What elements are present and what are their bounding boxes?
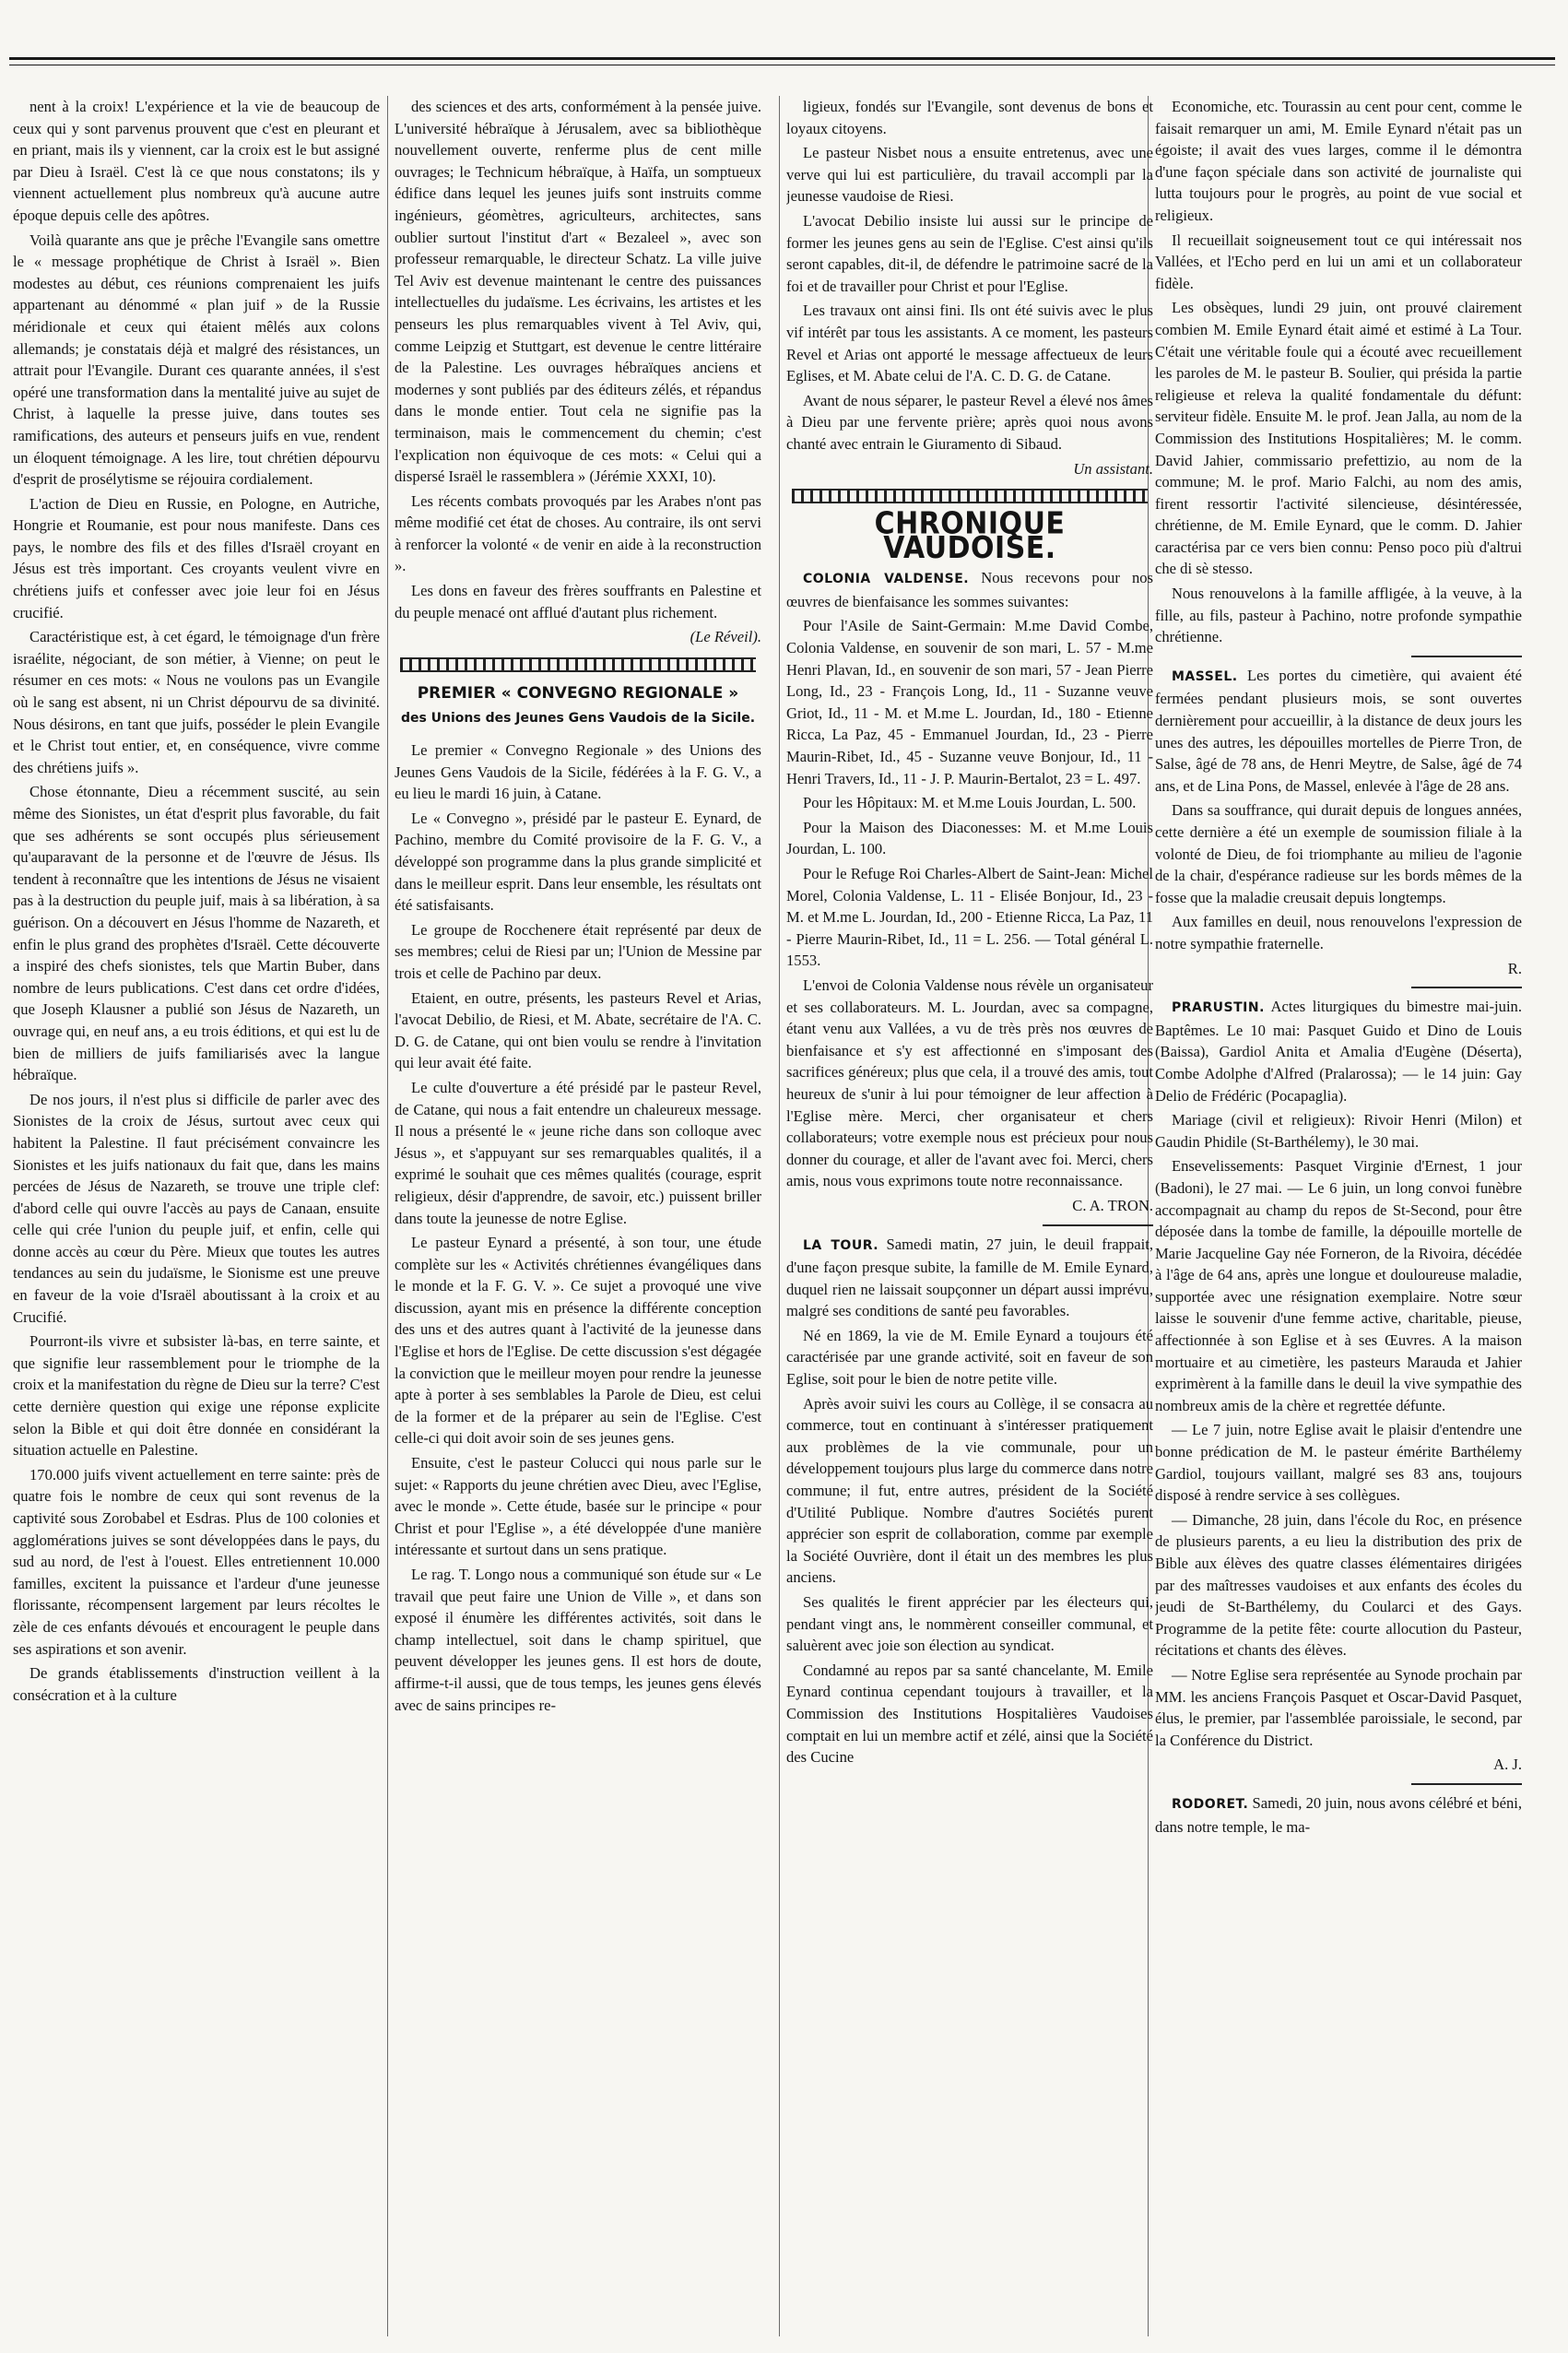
article-signature: C. A. TRON.: [1072, 1196, 1153, 1214]
paragraph: Pour la Maison des Diaconesses: M. et M.me Louis Jourdan, L. 100.: [786, 818, 1153, 858]
paragraph: De grands établissements d'instruction veillent à la consécration et à la culture: [13, 1664, 380, 1704]
paragraph: Le « Convegno », présidé par le pasteur E. Eynard, de Pachino, membre du Comité provisoire de la F. G. V., a développé son programme dans la plus grande simplicité et dans le meilleur esprit. Dans leur ensemble, les résultats ont été satisfaisants.: [395, 809, 761, 915]
paragraph: Etaient, en outre, présents, les pasteurs Revel et Arias, l'avocat Debilio, de Riesi, et M. Abate, secrétaire de l'A. C. D. G. de Catane, qui ont bien voulu se rendre à l'invitation qui leur avait été faite.: [395, 988, 761, 1072]
place-heading: RODORET.: [1172, 1796, 1249, 1812]
paragraph: L'envoi de Colonia Valdense nous révèle un organisateur et ses collaborateurs. M. L. Jourdan, avec sa compagne, étant venu aux Vallées, a vu de très près nos œuvres de bienfaisance et s'y est affectionné en s'imposant des sacrifices généreux; plus que cela, il a trouvé des amis, tout heureux de s'unir à lui pour témoigner de leur affection à l'Eglise mère. Merci, cher organisateur et chers collaborateurs; votre exemple nous est précieux pour nous donner du courage, et aller de l'avant avec foi. Merci, chers amis, nous vous exprimons toute notre reconnaissance.: [786, 975, 1153, 1190]
place-heading: LA TOUR.: [803, 1237, 879, 1253]
paragraph: Pour les Hôpitaux: M. et M.me Louis Jourdan, L. 500.: [803, 794, 1137, 812]
paragraph: Pour l'Asile de Saint-Germain: M.me David Combe, Colonia Valdense, en souvenir de son mari, L. 57 - M.me Henri Plavan, Id., en souvenir de son mari, 57 - Jean Pierre Long, Id., 23 - François Long, Id., 11 - Suzanne veuve Griot, Id., 11 - M. et M.me L. Jourdan, Id., 180 - Etienne Ricca, La Paz, 45 - Emmanuel Jourdan, Id., 23 - Pierre Maurin-Ribet, Id., 45 - Suzanne veuve Bonjour, Id., 11 - Henri Travers, Id., 11 - J. P. Maurin-Bertalot, 23 = L. 497.: [786, 617, 1153, 787]
place-heading: PRARUSTIN.: [1172, 1000, 1265, 1016]
column-4: [1155, 96, 1522, 2336]
section-divider: [400, 657, 756, 672]
item-separator: [1411, 656, 1522, 657]
paragraph: Pour le Refuge Roi Charles-Albert de Saint-Jean: Michel Morel, Colonia Valdense, L. 11 - Elisée Bonjour, Id., 23 - M. et M.me L. Jourdan, Id., 200 - Etienne Ricca, La Paz, 11 - Pierre Maurin-Ribet, Id., 11 = L. 256. — Total général L. 1553.: [786, 865, 1153, 970]
paragraph: — Notre Eglise sera représentée au Synode prochain par MM. les anciens François Pasquet et Oscar-David Pasquet, élus, le premier, par l'assemblée paroissiale, le second, par la Conférence du District.: [1155, 1665, 1522, 1749]
paragraph: Pourront-ils vivre et subsister là-bas, en terre sainte, et que signifie leur rassemblement pour le triomphe de la croix et la manifestation du règne de Dieu sur la terre? C'est cette dernière question qui exige une réponse explicite selon la Bible et qui doit être donnée en considérant la situation actuelle en Palestine.: [13, 1332, 380, 1460]
paragraph: Le pasteur Nisbet nous a ensuite entretenus, avec une verve qui lui est particulière, du travail accompli par la jeunesse vaudoise de Riesi.: [786, 144, 1153, 206]
item-separator: [1043, 1224, 1153, 1226]
paragraph: Il recueillait soigneusement tout ce qui intéressait nos Vallées, et l'Echo perd en lui un ami et un collaborateur fidèle.: [1155, 231, 1522, 292]
paragraph: Nous recevons pour nos œuvres de bienfaisance les sommes suivantes:: [786, 569, 1153, 610]
paragraph: De nos jours, il n'est plus si difficile de parler avec des Sionistes de la croix de Jésus, surtout avec ceux qui habitent la Palestine. Il faut précisément convaincre les Sionistes et les juifs nationaux du fait que, dans les mains percées de Jésus de Nazareth, se trouve une triple clef: d'abord celle qui ouvre l'accès au pays de Canaan, ensuite celle qui crée l'union du peuple juif, et enfin, celle qui donne accès au cœur du Père. Mieux que toutes les autres tendances au sein du judaïsme, le Sionisme est une preuve en faveur de la voie d'Israël aboutissant à la croix et au Crucifié.: [13, 1090, 380, 1326]
section-title: CHRONIQUE VAUDOISE.: [874, 506, 1066, 566]
paragraph: L'avocat Debilio insiste lui aussi sur le principe de former les jeunes gens au sein de l'Eglise. C'est ainsi qu'ils seront capables, dit-il, de défendre le patrimoine sacré de la foi et de travailler pour Christ et pour l'Eglise.: [786, 211, 1153, 295]
article-signature: Un assistant.: [1073, 459, 1153, 478]
paragraph: — Le 7 juin, notre Eglise avait le plaisir d'entendre une bonne prédication de M. le pasteur émérite Barthélemy Gardiol, toujours vaillant, malgré ses 83 ans, toujours disposé à rendre service à ses collègues.: [1155, 1421, 1522, 1505]
paragraph: Les obsèques, lundi 29 juin, ont prouvé clairement combien M. Emile Eynard était aimé et estimé à La Tour. C'était une véritable foule qui a écouté avec recueillement les paroles de M. le pasteur B. Soulier, qui présida la partie religieuse et releva la qualité fondamentale du défunt: serviteur fidèle. Ensuite M. le prof. Jean Jalla, au nom de la Commission des Institutions Hospitalières; M. le comm. David Jahier, commissario prefettizio, au nom de la commune; M. le prof. Mario Falchi, au nom des amis, firent ressortir l'activité silencieuse, désintéressée, chrétienne, de M. Emile Eynard, que le comm. D. Jahier caractérisa par ce vers bien connu: Penso poco più d'altrui che di sè stesso.: [1155, 299, 1522, 578]
place-heading: MASSEL.: [1172, 668, 1238, 684]
article-title: PREMIER « CONVEGNO REGIONALE »: [417, 683, 739, 703]
paragraph: des sciences et des arts, conformément à la pensée juive. L'université hébraïque à Jérusalem, avec sa bibliothèque nouvellement ouverte, renferme plus de cent mille ouvrages; le Technicum hébraïque, à Haïfa, un somptueux édifice dans lequel les jeunes juifs sont instruits comme ingénieurs, géomètres, agriculteurs, architectes, sans oublier surtout l'institut d'art « Bezaleel », avec son professeur remarquable, le directeur Schatz. La ville juive Tel Aviv est devenue maintenant le centre des puissances intellectuelles du judaïsme. Les écrivains, les artistes et les penseurs les plus remarquables vivent à Tel Aviv, qui, comme Leipzig et Stuttgart, est devenue le centre littéraire de la Palestine. Les ouvrages hébraïques anciens et modernes y sont publiés par des éditeurs zélés, et répandus dans le monde entier. Tout cela ne signifie pas la terminaison, mais le commencement du chemin; c'est l'explication non équivoque de ces mots: « Celui qui a dispersé Israël le rassemblera » (Jérémie XXXI, 10).: [395, 98, 761, 486]
article-signature: (Le Réveil).: [690, 628, 761, 646]
paragraph: Ses qualités le firent apprécier par les électeurs qui, pendant vingt ans, le nommèrent conseiller communal, et saluèrent avec joie son élection au syndicat.: [786, 1593, 1153, 1655]
paragraph: Mariage (civil et religieux): Rivoir Henri (Milon) et Gaudin Phidile (St-Barthélemy), le 30 mai.: [1155, 1111, 1522, 1151]
paragraph: — Dimanche, 28 juin, dans l'école du Roc, en présence de plusieurs parents, a eu lieu la distribution des prix de Bible aux élèves des quatre classes élémentaires dirigées par des maîtresses vaudoises et aux enfants des écoles du jeudi de St-Barthélemy, du Coularci et des Gays. Programme de la petite fête: courte allocution du Pasteur, récitations et chants des élèves.: [1155, 1510, 1522, 1660]
paragraph: Chose étonnante, Dieu a récemment suscité, au sein même des Sionistes, un état d'esprit plus favorable, du fait que ses adhérents se sont occupés plus sérieusement qu'auparavant de la personne et de l'œuvre de Jésus. Ils tendent à reconnaître que les intentions de Jésus ne visaient pas à la destruction du peuple juif, mais à sa libération, à sa guérison. On a découvert en Jésus l'homme de Nazareth, et enfin le plus grand des prophètes d'Israël. Cette découverte a inspiré des chefs sionistes, tels que Martin Buber, dans nombre de leurs publications. C'est dans cet ordre d'idées, que Joseph Klausner a publié son Jésus de Nazareth, un ouvrage qui, en neuf ans, a eu trois éditions, et qui est lu de bien de milliers de juifs familiarisés avec la langue hébraïque.: [13, 783, 380, 1084]
article-signature: A. J.: [1493, 1756, 1522, 1774]
paragraph: Caractéristique est, à cet égard, le témoignage d'un frère israélite, négociant, de son métier, à Vienne; on peut le résumer en ces mots: « Nous ne voulons pas un Evangile où le sang est absent, ni un Christ dépourvu de sa divinité. Nous désirons, en tant que juifs, posséder le plein Evangile et le Christ tout entier, et, en conséquence, vivre comme des chrétiens juifs ».: [13, 628, 380, 776]
column-3: [786, 96, 1153, 2336]
paragraph: Avant de nous séparer, le pasteur Revel a élevé nos âmes à Dieu par une fervente prière; après quoi nous avons chanté avec entrain le Giuramento di Sibaud.: [786, 391, 1153, 453]
article-subtitle: des Unions des Jeunes Gens Vaudois de la Sicile.: [400, 711, 756, 727]
column-1: [13, 96, 380, 2336]
column-2: [395, 96, 761, 2336]
item-separator: [1411, 987, 1522, 988]
section-divider: [792, 489, 1148, 503]
paragraph: Les travaux ont ainsi fini. Ils ont été suivis avec le plus vif intérêt par tous les assistants. A ce moment, les pasteurs Revel et Arias ont apporté le message affectueux de leurs Eglises, et M. Abate celui de l'A. C. D. G. de Catane.: [786, 302, 1153, 385]
item-separator: [1411, 1783, 1522, 1785]
paragraph: Le culte d'ouverture a été présidé par le pasteur Revel, de Catane, qui nous a fait entendre un chaleureux message. Il nous a présenté le « jeune riche dans son colloque avec Jésus », et s'appuyant sur ses remarquables qualités, il a exprimé le souhait que ces mêmes qualités (courage, esprit religieux, désir d'apprendre, de savoir, etc.) puissent briller dans toute la jeunesse de notre Eglise.: [395, 1078, 761, 1227]
paragraph: Samedi, 20 juin, nous avons célébré et béni, dans notre temple, le ma-: [1155, 1793, 1522, 1836]
paragraph: Le rag. T. Longo nous a communiqué son étude sur « Le travail que peut faire une Union de Ville », et dans son exposé il énumère les différentes activités, soit dans le champ intellectuel, soit dans le champ spirituel, que peuvent développer les jeunes gens. Il est hors de doute, affirme-t-il aussi, que de tous temps, les jeunes gens élevés avec de sains principes re-: [395, 1566, 761, 1714]
paragraph: Nous renouvelons à la famille affligée, à la veuve, à la fille, au fils, pasteur à Pachino, notre profonde sympathie chrétienne.: [1155, 585, 1522, 646]
paragraph: Le premier « Convegno Regionale » des Unions des Jeunes Gens Vaudois de la Sicile, fédérées à la F. G. V., a eu lieu le mardi 16 juin, à Catane.: [395, 741, 761, 803]
top-rule: [9, 57, 1555, 60]
paragraph: ligieux, fondés sur l'Evangile, sont devenus de bons et loyaux citoyens.: [786, 98, 1153, 137]
article-signature: R.: [1507, 959, 1522, 977]
column-rule: [779, 96, 780, 2336]
paragraph: nent à la croix! L'expérience et la vie de beaucoup de ceux qui y sont parvenus prouvent que c'est en pleurant et en priant, mais ils y viennent, car la croix est le but assigné par Dieu à Israël. C'est là ce que nous constatons; ils y viennent actuellement plus nombreux qu'à aucune autre époque depuis celle des apôtres.: [13, 98, 380, 224]
paragraph: Les portes du cimetière, qui avaient été fermées pendant plusieurs mois, se sont ouvertes dernièrement pour accueillir, à la distance de deux jours les unes des autres, les dépouilles mortelles de Pierre Tron, de Salse, âgé de 78 ans, de Henri Meytre, de Salse, âgé de 74 ans, et de Lina Pons, de Massel, enlevée à l'âge de 28 ans.: [1155, 666, 1522, 795]
paragraph: Les dons en faveur des frères souffrants en Palestine et du peuple menacé ont afflué d'autant plus richement.: [395, 582, 761, 621]
paragraph: L'action de Dieu en Russie, en Pologne, en Autriche, Hongrie et Roumanie, est pour nous manifeste. Dans ces pays, le nombre des fils et des filles d'Israël croyant en Jésus est très important. Ces croyants veulent vivre en chrétiens juifs et confesser avec joie leur foi en Jésus crucifié.: [13, 494, 380, 621]
paragraph: Ensuite, c'est le pasteur Colucci qui nous parle sur le sujet: « Rapports du jeune chrétien avec Dieu, avec l'Eglise, avec le monde ». Cette étude, basée sur le principe « pour Christ et pour l'Eglise », a été développée d'une manière intéressante et surtout dans un sens pratique.: [395, 1454, 761, 1559]
paragraph: Aux familles en deuil, nous renouvelons l'expression de notre sympathie fraternelle.: [1155, 913, 1522, 952]
paragraph: Le groupe de Rocchenere était représenté par deux de ses membres; celui de Riesi par un; l'Union de Messine par trois et celle de Pachino par deux.: [395, 920, 761, 982]
place-heading: COLONIA VALDENSE.: [803, 572, 970, 587]
paragraph: Dans sa souffrance, qui durait depuis de longues années, cette dernière a été un exemple de soumission filiale à la volonté de Dieu, de foi triomphante au milieu de l'agonie de la chair, d'espérance radieuse sur les bords mêmes de la fosse que la maladie creusait depuis longtemps.: [1155, 801, 1522, 906]
paragraph: Après avoir suivi les cours au Collège, il se consacra au commerce, tout en continuant à s'intéresser pratiquement aux problèmes de la vie communale, pour un développement toujours plus large du commerce dans notre commune; il fut, entre autres, président de la Société d'Utilité Publique. Nombre d'autres Sociétés purent apprécier son esprit de collaboration, comme par exemple la Société Ouvrière, dont il était un des membres les plus anciens.: [786, 1394, 1153, 1587]
paragraph: Né en 1869, la vie de M. Emile Eynard a toujours été caractérisée par une grande activité, soit en faveur de son Eglise, soit pour le bien de notre petite ville.: [786, 1326, 1153, 1389]
paragraph: Voilà quarante ans que je prêche l'Evangile sans omettre le « message prophétique de Christ à Israël ». Bien modestes au début, ces réunions comprenaient les juifs appartenant au dénommé « plan juif » de la Russie méridionale et ceux qui étaient mêlés aux colons allemands; je constatais déjà et malgré des résistances, un attrait pour l'Evangile. Durant ces quarante années, il s'est opéré une transformation dans la mentalité juive au sujet de Christ, à laquelle la presse juive, dans toutes ses ramifications, des auteurs et penseurs juifs en vue, rendent un éloquent témoignage. A les lire, tout chrétien dépourvu d'esprit de prosélytisme se réjouira cordialement.: [13, 231, 380, 489]
paragraph: Condamné au repos par sa santé chancelante, M. Emile Eynard continua cependant toujours à travailler, et la Commission des Institutions Hospitalières Vaudoises comptait en lui un membre actif et zélé, ainsi que la Société des Cucine: [786, 1661, 1153, 1767]
paragraph: 170.000 juifs vivent actuellement en terre sainte: près de quatre fois le nombre de ceux qui sont revenus de la captivité sous Zorobabel et Esdras. Plus de 100 colonies et agglomérations juives se sont développées dans le pays, du sud au nord, de l'est à l'ouest. Elles entretiennent 10.000 familles, excitent la puissance et l'ardeur d'une jeunesse florissante, récompensent largement par leurs récoltes le zèle de ces enfants dévoués et encouragent le peuple dans ses aspirations et son avenir.: [13, 1465, 380, 1658]
column-rule: [387, 96, 388, 2336]
paragraph: Le pasteur Eynard a présenté, à son tour, une étude complète sur les « Activités chrétiennes évangéliques dans le monde et la F. G. V. ». Ce sujet a provoqué une vive discussion, ayant mis en présence la différente conception des uns et des autres quant à l'activité de la jeunesse dans l'Eglise et hors de l'Eglise. De cette discussion s'est dégagée la conviction que le meilleur moyen pour rendre la jeunesse apte à porter à ses semblables la Parole de Dieu, est celui de la former et de la préparer au sein de l'Eglise. C'est celle-ci qui doit avoir soin de ses jeunes gens.: [395, 1234, 761, 1448]
paragraph: Economiche, etc. Tourassin au cent pour cent, comme le faisait remarquer un ami, M. Emile Eynard n'était pas un égoiste; il avait des vues larges, comme il le démontra d'une façon spéciale dans son activité de journaliste qui lutta toujours pour le progrès, au point de vue social et religieux.: [1155, 98, 1522, 224]
paragraph: Ensevelissements: Pasquet Virginie d'Ernest, 1 jour (Badoni), le 27 mai. — Le 6 juin, un long convoi funèbre accompagnait au champ du repos de St-Second, pour être déposée dans la tombe de famille, la dépouille mortelle de Marie Jacqueline Gay née Forneron, de la Rivoira, décédée à l'âge de 64 ans, après une longue et douloureuse maladie, supportée avec une résignation exemplaire. Notre sœur laisse le souvenir d'une femme active, charitable, pieuse, affectionnée à son Eglise et à ses Œuvres. A la maison mortuaire et au cimetière, les pasteurs Marauda et Jahier exprimèrent à la famille dans le deuil la vive sympathie des nombreux amis de la chère et regrettée défunte.: [1155, 1157, 1522, 1414]
paragraph: Actes liturgiques du bimestre mai-juin. Baptêmes. Le 10 mai: Pasquet Guido et Dino de Louis (Baissa), Gardiol Anita et Amalia d'Eugène (Déserta), Combe Adolphe d'Alfred (Pralarossa); — le 14 juin: Gay Delio de Frédéric (Pocapaglia).: [1155, 998, 1522, 1105]
paragraph: Samedi matin, 27 juin, le deuil frappait, d'une façon presque subite, la famille de M. Emile Eynard, duquel rien ne laissait soupçonner un départ aussi imprévu, malgré ses conditions de santé peu favorables.: [786, 1235, 1153, 1320]
paragraph: Les récents combats provoqués par les Arabes n'ont pas même modifié cet état de choses. Au contraire, ils ont servi à renforcer la volonté « de venir en aide à la reconstruction ».: [395, 491, 761, 575]
